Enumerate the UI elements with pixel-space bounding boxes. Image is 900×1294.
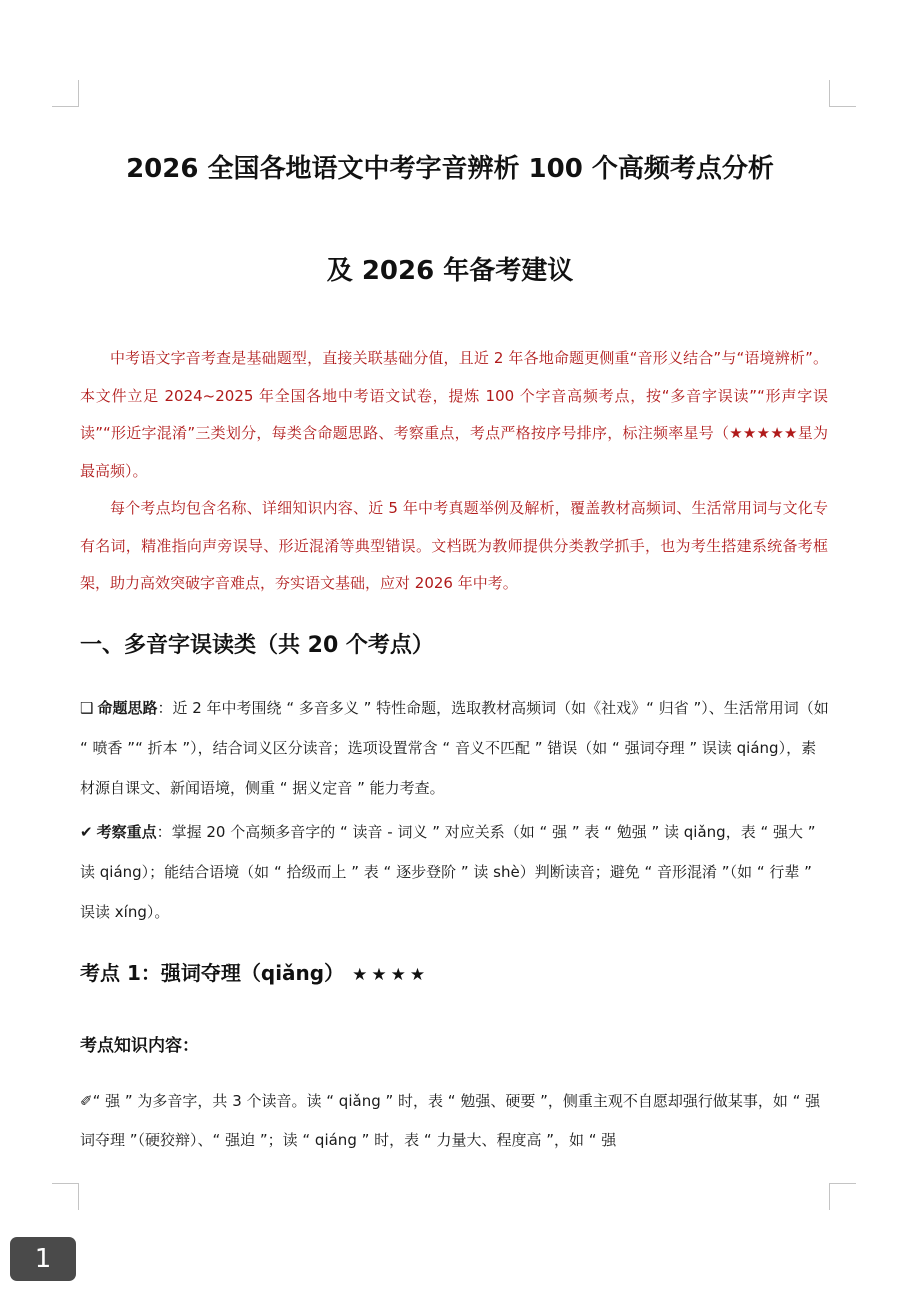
document-title-line1: 2026 全国各地语文中考字音辨析 100 个高频考点分析 (126, 154, 774, 184)
kaocha-text: ：掌握 20 个高频多音字的 “ 读音 - 词义 ” 对应关系（如 “ 强 ” 表 “ 勉强 ” 读 qiǎng，表 “ 强大 ” 读 qiáng）；能结合语境（如 “ 拾级而上 ” 表 “ 逐步登阶 ” 读 shè）判断读音；避免 “ 音形混淆 ”（如 “ 行辈 ” 误读 xíng）。 (80, 823, 816, 921)
mingti-label: 命题思路 (97, 699, 158, 717)
knowledge-heading: 考点知识内容： (80, 1036, 199, 1056)
document-title-line2: 及 2026 年备考建议 (326, 256, 574, 286)
kaocha-label: 考察重点 (96, 823, 157, 841)
frequency-stars: ★★★★ (352, 965, 430, 985)
crop-mark-bottom-right (829, 1183, 856, 1210)
knowledge-text: “ 强 ” 为多音字，共 3 个读音。读 “ qiǎng ” 时，表 “ 勉强、硬要 ”，侧重主观不自愿却强行做某事，如 “ 强词夺理 ”（硬狡辩）、“ 强迫 ”；读 “ qiáng ” 时，表 “ 力量大、程度高 ”，如 “ 强 (80, 1092, 821, 1149)
section-heading: 一、多音字误读类（共 20 个考点） (80, 633, 434, 658)
mingti-silu-block (80, 688, 830, 808)
kaocha-zhongdian-block (80, 812, 830, 932)
point-heading (80, 957, 429, 986)
point-title: 考点 1：强词夺理（qiǎng） (80, 961, 345, 985)
intro-paragraph: 每个考点均包含名称、详细知识内容、近 5 年中考真题举例及解析，覆盖教材高频词、生活常用词与文化专有名词，精准指向声旁误导、形近混淆等典型错误。文档既为教师提供分类教学抓手，也为考生搭建系统备考框架，助力高效突破字音难点，夯实语文基础，应对 2026 年中考。 (80, 499, 828, 593)
crop-mark-top-right (829, 80, 856, 107)
knowledge-paragraph (80, 1082, 830, 1160)
mingti-text: ：近 2 年中考围绕 “ 多音多义 ” 特性命题，选取教材高频词（如《社戏》“ 归省 ”）、生活常用词（如 “ 喷香 ”“ 折本 ”），结合词义区分读音；选项设置常含 “ 音义不匹配 ” 错误（如 “ 强词夺理 ” 误读 qiáng），素材源自课文、新闻语境，侧重 “ 据义定音 ” 能力考查。 (80, 699, 829, 797)
checkbox-icon: ❑ (80, 699, 94, 717)
page-number-badge[interactable]: 1 (10, 1237, 76, 1281)
crop-mark-bottom-left (52, 1183, 79, 1210)
checkmark-icon: ✔ (80, 823, 93, 841)
pencil-icon: ✐ (80, 1092, 93, 1110)
crop-mark-top-left (52, 80, 79, 107)
intro-paragraph: 中考语文字音考查是基础题型，直接关联基础分值，且近 2 年各地命题更侧重“音形义结合”与“语境辨析”。本文件立足 2024~2025 年全国各地中考语文试卷，提炼 100 个字音高频考点，按“多音字误读”“形声字误读”“形近字混淆”三类划分，每类含命题思路、考察重点，考点严格按序号排序，标注频率星号（★★★★★星为最高频）。 (80, 349, 828, 480)
